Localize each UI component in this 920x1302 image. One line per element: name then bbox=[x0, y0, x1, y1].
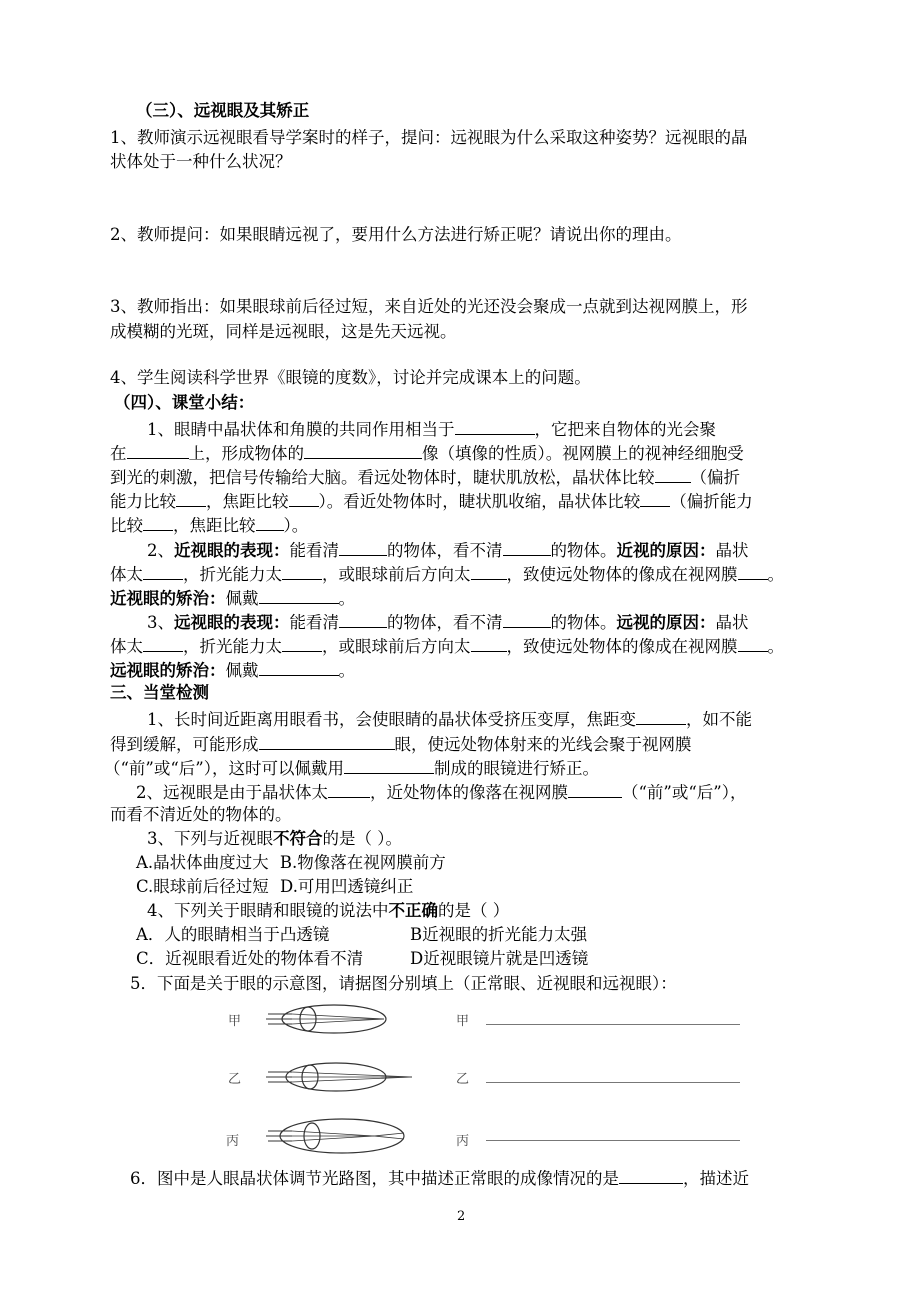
text: 远视眼的表现： bbox=[174, 613, 290, 632]
fill-blank[interactable] bbox=[259, 585, 339, 604]
text: 眼，使远处物体射来的光线会聚于视网膜 bbox=[394, 735, 692, 754]
eye-diagram-label-bing: 丙 bbox=[226, 1134, 240, 1149]
text: 的是（ ） bbox=[438, 901, 510, 920]
test-q4-options-ab bbox=[136, 923, 588, 947]
s3-q3-line1: 3、教师指出：如果眼球前后径过短，来自近处的光还没会聚成一点就到达视网膜上，形 bbox=[110, 297, 748, 316]
test-q1-line1 bbox=[147, 706, 752, 732]
fill-blank[interactable] bbox=[259, 657, 339, 676]
section3-heading: （三）、远视眼及其矫正 bbox=[136, 101, 310, 120]
text: ，折光能力太 bbox=[183, 637, 282, 656]
text: 1、长时间近距离用眼看书，会使眼睛的晶状体受挤压变厚，焦距变 bbox=[147, 710, 636, 729]
fill-blank[interactable] bbox=[259, 731, 395, 750]
s3-q3-line2: 成模糊的光斑，同样是远视眼，这是先天远视。 bbox=[110, 322, 457, 341]
summary-p1-line3 bbox=[110, 464, 740, 490]
fill-blank[interactable] bbox=[304, 440, 422, 459]
summary-p2-line1 bbox=[147, 537, 749, 563]
test-q1-line3 bbox=[104, 755, 599, 781]
fill-blank[interactable] bbox=[328, 779, 370, 798]
text: 远视的原因： bbox=[616, 613, 716, 632]
fill-blank[interactable] bbox=[339, 537, 387, 556]
summary-p2-line3 bbox=[110, 585, 355, 611]
section4-heading: （四）、课堂小结： bbox=[114, 393, 255, 412]
option-b[interactable]: B近视眼的折光能力太强 bbox=[410, 925, 588, 944]
fill-blank[interactable] bbox=[471, 561, 507, 580]
answer-line-jia[interactable] bbox=[486, 1024, 740, 1025]
fill-blank[interactable] bbox=[455, 416, 535, 435]
option-a[interactable]: A.晶状体曲度过大 bbox=[136, 853, 269, 872]
text: 的物体。 bbox=[550, 613, 617, 632]
text: 能看清 bbox=[289, 613, 339, 632]
summary-p3-line1 bbox=[147, 609, 749, 635]
fill-blank[interactable] bbox=[344, 755, 434, 774]
text: （偏折能力 bbox=[670, 492, 753, 511]
text: 的物体，看不清 bbox=[387, 541, 503, 560]
fill-blank[interactable] bbox=[143, 512, 173, 531]
text: ）。 bbox=[283, 516, 309, 535]
option-a[interactable]: A．人的眼睛相当于凸透镜 bbox=[136, 925, 330, 944]
summary-p1-line1 bbox=[147, 416, 716, 442]
text: 上，形成物体的 bbox=[188, 444, 304, 463]
text: 晶状 bbox=[715, 613, 749, 632]
text: 能看清 bbox=[289, 541, 339, 560]
test-q3-options-cd bbox=[136, 875, 413, 899]
s3-q4: 4、学生阅读科学世界《眼镜的度数》，讨论并完成课本上的问题。 bbox=[110, 368, 591, 387]
text: 。 bbox=[767, 637, 784, 656]
text: 像（填像的性质）。视网膜上的视神经细胞受 bbox=[422, 444, 744, 463]
text: ，或眼球前后方向太 bbox=[322, 565, 471, 584]
text: 远视眼的矫治： bbox=[110, 661, 226, 680]
text: 近视眼的矫治： bbox=[110, 589, 226, 608]
text: 4、下列关于眼睛和眼镜的说法中 bbox=[147, 901, 389, 920]
fill-blank[interactable] bbox=[289, 488, 319, 507]
text: ，近处物体的像落在视网膜 bbox=[370, 783, 568, 802]
option-c[interactable]: C．近视眼看近处的物体看不清 bbox=[136, 949, 364, 968]
text: 到光的刺激，把信号传输给大脑。看远处物体时，睫状肌放松，晶状体比较 bbox=[110, 468, 655, 487]
fill-blank[interactable] bbox=[282, 633, 322, 652]
text: 2、 bbox=[147, 541, 174, 560]
text: 晶状 bbox=[715, 541, 749, 560]
text: 佩戴 bbox=[225, 661, 259, 680]
fill-blank[interactable] bbox=[738, 561, 768, 580]
text: 的物体。 bbox=[550, 541, 617, 560]
text: ，焦距比较 bbox=[173, 516, 256, 535]
fill-blank[interactable] bbox=[636, 706, 686, 725]
text: 在 bbox=[110, 444, 127, 463]
text: ，致使远处物体的像成在视网膜 bbox=[506, 565, 738, 584]
answer-label-yi: 乙 bbox=[456, 1072, 470, 1087]
text: 制成的眼镜进行矫正。 bbox=[434, 759, 599, 778]
fill-blank[interactable] bbox=[738, 633, 768, 652]
text: 能力比较 bbox=[110, 492, 176, 511]
fill-blank[interactable] bbox=[503, 537, 551, 556]
text: （“前”或“后”），这时可以佩戴用 bbox=[104, 759, 344, 778]
test-q2-line1 bbox=[136, 779, 747, 805]
option-d[interactable]: D.可用凹透镜纠正 bbox=[280, 877, 414, 896]
fill-blank[interactable] bbox=[619, 1165, 683, 1184]
text: 。 bbox=[338, 661, 355, 680]
fill-blank[interactable] bbox=[640, 488, 670, 507]
fill-blank[interactable] bbox=[568, 779, 622, 798]
text: ，致使远处物体的像成在视网膜 bbox=[506, 637, 738, 656]
test-q4-options-cd bbox=[136, 947, 589, 971]
text: （“前”或“后”）， bbox=[622, 783, 747, 802]
text: 体太 bbox=[110, 637, 143, 656]
option-d[interactable]: D近视眼镜片就是凹透镜 bbox=[410, 949, 589, 968]
fill-blank[interactable] bbox=[339, 609, 387, 628]
text: 2、远视眼是由于晶状体太 bbox=[136, 783, 328, 802]
text: 不符合 bbox=[273, 829, 323, 848]
summary-p1-line2 bbox=[110, 440, 744, 466]
fill-blank[interactable] bbox=[655, 464, 691, 483]
text: 3、下列与近视眼 bbox=[147, 829, 273, 848]
text: 比较 bbox=[110, 516, 143, 535]
eye-diagram-label-yi: 乙 bbox=[228, 1072, 242, 1087]
eye-diagram-label-jia: 甲 bbox=[228, 1014, 242, 1029]
test-q3-options-ab bbox=[136, 851, 446, 875]
fill-blank[interactable] bbox=[127, 440, 189, 459]
fill-blank[interactable] bbox=[282, 561, 322, 580]
text: ，描述近 bbox=[683, 1169, 749, 1188]
text: 体太 bbox=[110, 565, 143, 584]
answer-line-bing[interactable] bbox=[486, 1140, 740, 1141]
text: 6．图中是人眼晶状体调节光路图，其中描述正常眼的成像情况的是 bbox=[130, 1169, 619, 1188]
test-q1-line2 bbox=[110, 731, 692, 757]
text: 佩戴 bbox=[225, 589, 259, 608]
summary-p2-line2 bbox=[110, 561, 784, 587]
eye-diagram-jia bbox=[262, 1002, 402, 1036]
s3-q2: 2、教师提问：如果眼睛远视了，要用什么方法进行矫正呢？请说出你的理由。 bbox=[110, 225, 682, 244]
text: ，它把来自物体的光会聚 bbox=[534, 420, 716, 439]
text: 的物体，看不清 bbox=[387, 613, 503, 632]
text: ，或眼球前后方向太 bbox=[322, 637, 471, 656]
summary-p3-line3 bbox=[110, 657, 355, 683]
fill-blank[interactable] bbox=[503, 609, 551, 628]
text: 。 bbox=[767, 565, 784, 584]
summary-p3-line2 bbox=[110, 633, 784, 659]
text: ）。看近处物体时，睫状肌收缩，晶状体比较 bbox=[318, 492, 641, 511]
test-q5-stem: 5．下面是关于眼的示意图，请据图分别填上（正常眼、近视眼和远视眼）： bbox=[130, 974, 677, 993]
test-heading: 三、当堂检测 bbox=[110, 683, 209, 702]
page-number: 2 bbox=[457, 1209, 466, 1224]
text: 1、眼睛中晶状体和角膜的共同作用相当于 bbox=[147, 420, 455, 439]
test-q4-stem bbox=[147, 899, 509, 923]
option-b[interactable]: B.物像落在视网膜前方 bbox=[279, 853, 446, 872]
answer-label-jia: 甲 bbox=[456, 1014, 470, 1029]
s3-q1-line1: 1、教师演示远视眼看导学案时的样子，提问：远视眼为什么采取这种姿势？远视眼的晶 bbox=[110, 128, 748, 147]
summary-p1-line5 bbox=[110, 512, 308, 538]
s3-q1-line2: 状体处于一种什么状况？ bbox=[110, 152, 292, 171]
text: 的是（ ）。 bbox=[322, 829, 402, 848]
text: 近视眼的表现： bbox=[174, 541, 290, 560]
test-q2-line2: 而看不清近处的物体的。 bbox=[110, 805, 292, 824]
eye-diagram-yi bbox=[262, 1060, 422, 1094]
text: ，如不能 bbox=[686, 710, 752, 729]
fill-blank[interactable] bbox=[176, 488, 206, 507]
text: 得到缓解，可能形成 bbox=[110, 735, 259, 754]
option-c[interactable]: C.眼球前后径过短 bbox=[136, 877, 269, 896]
fill-blank[interactable] bbox=[143, 561, 183, 580]
text: 不正确 bbox=[388, 901, 438, 920]
answer-line-yi[interactable] bbox=[486, 1082, 740, 1083]
text: 3、 bbox=[147, 613, 174, 632]
text: 。 bbox=[338, 589, 355, 608]
summary-p1-line4 bbox=[110, 488, 753, 514]
test-q3-stem bbox=[147, 827, 402, 851]
fill-blank[interactable] bbox=[143, 633, 183, 652]
answer-label-bing: 丙 bbox=[456, 1134, 470, 1149]
eye-diagram-bing bbox=[262, 1116, 422, 1156]
text: ，焦距比较 bbox=[206, 492, 289, 511]
text: ，折光能力太 bbox=[183, 565, 282, 584]
fill-blank[interactable] bbox=[256, 512, 284, 531]
text: 近视的原因： bbox=[616, 541, 716, 560]
text: （偏折 bbox=[690, 468, 740, 487]
fill-blank[interactable] bbox=[471, 633, 507, 652]
test-q6-line1 bbox=[130, 1165, 749, 1191]
